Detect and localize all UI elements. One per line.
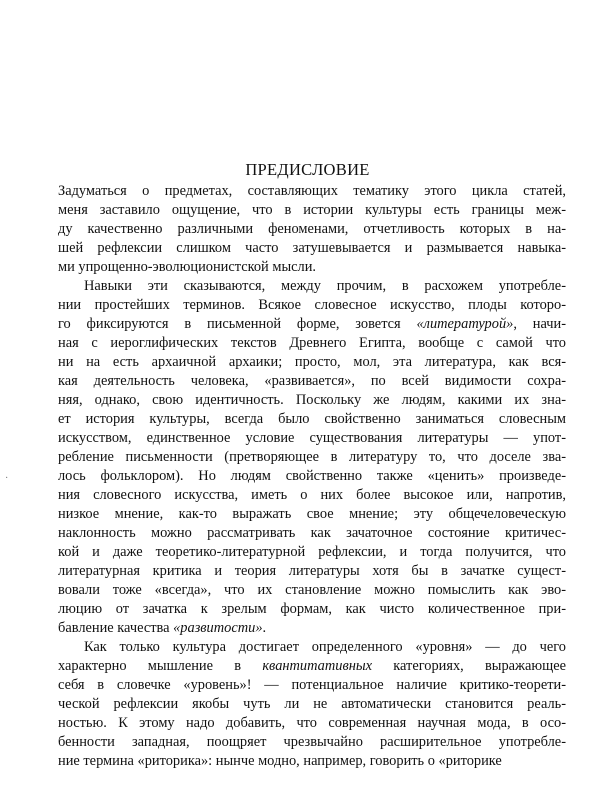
- text-line: [58, 220, 566, 239]
- text-line: [58, 448, 566, 467]
- text-run: няя, однако, свою идентичность. Поскольку же людям, какими их зна-: [58, 392, 566, 408]
- text-run: шей рефлексии слишком часто затушевывается и размывается навыка-: [58, 240, 566, 256]
- text-run: бавление качества: [58, 620, 174, 636]
- body-text: [58, 182, 566, 771]
- italic-term: «развитости»: [173, 620, 263, 636]
- text-run: ческой рефлексии якобы чуть ли не автоматически становится реаль-: [58, 696, 566, 712]
- text-run: искусством, единственное условие существования литературы — упот-: [58, 430, 566, 446]
- text-run: лось фольклором). Но людям свойственно также «ценить» произведе-: [58, 468, 566, 484]
- text-line: [58, 505, 566, 524]
- text-line: [58, 258, 566, 277]
- text-run: ми упрощенно-эволюционистской мысли.: [58, 259, 316, 275]
- text-line: [58, 714, 566, 733]
- paragraph: [58, 182, 566, 277]
- text-run: себя в словечке «уровень»! — потенциальное наличие критико-теорети-: [58, 677, 566, 693]
- text-run: ностью. К этому надо добавить, что современная научная мода, в осо-: [58, 715, 566, 731]
- text-line: [58, 182, 566, 201]
- text-run: ни на есть архаичной архаики; просто, мол, эта литература, как вся-: [58, 354, 566, 370]
- text-line: [58, 334, 566, 353]
- text-line: [58, 619, 566, 638]
- text-run: Задуматься о предметах, составляющих тематику этого цикла статей,: [58, 183, 566, 199]
- text-line: [58, 600, 566, 619]
- text-run: ния словесного искусства, иметь о них более высокое или, напротив,: [58, 487, 566, 503]
- text-line: [58, 410, 566, 429]
- text-run: люцию от зачатка к зрелым формам, как чисто количественное при-: [58, 601, 566, 617]
- text-run: низкое мнение, как-то выражать свое мнение; эту общечеловеческую: [58, 506, 566, 522]
- text-line: [58, 543, 566, 562]
- text-line: [58, 581, 566, 600]
- text-line: [58, 733, 566, 752]
- text-run: Навыки эти сказываются, между прочим, в расхожем употребле-: [84, 278, 566, 294]
- text-line: [58, 277, 566, 296]
- text-run: ние термина «риторика»: нынче модно, например, говорить о «риторике: [58, 753, 502, 769]
- text-run: нии простейших терминов. Всякое словесное искусство, плоды которо-: [58, 297, 566, 313]
- text-line: [58, 239, 566, 258]
- text-run: литературная критика и теория литературы хотя бы в зачатке сущест-: [58, 563, 566, 579]
- text-run: кая деятельность человека, «развивается», по всей видимости сохра-: [58, 373, 566, 389]
- text-run: .: [262, 620, 267, 636]
- text-line: [58, 391, 566, 410]
- text-line: [58, 429, 566, 448]
- text-run: вовали тоже «всегда», что их становление можно помыслить как эво-: [58, 582, 566, 598]
- text-run: кой и даже теоретико-литературной рефлексии, и тогда получится, что: [58, 544, 566, 560]
- text-run: характерно мышление в: [58, 658, 263, 674]
- text-line: [58, 201, 566, 220]
- text-line: [58, 353, 566, 372]
- text-run: наклонность можно рассматривать как зачаточное состояние критичес-: [58, 525, 566, 541]
- text-run: ная с иероглифических текстов Древнего Египта, вообще с самой что: [58, 335, 566, 351]
- text-run: ду качественно различными феноменами, отчетливость которых в на-: [58, 221, 566, 237]
- text-line: [58, 562, 566, 581]
- text-run: го фиксируются в письменной форме, зовется: [58, 316, 417, 332]
- text-line: [58, 524, 566, 543]
- paragraph: [58, 638, 566, 771]
- page-title: ПРЕДИСЛОВИЕ: [245, 160, 370, 179]
- italic-term: квантитативных: [262, 658, 372, 674]
- text-run: бенности западная, поощряет чрезвычайно расширительное употребле-: [58, 734, 566, 750]
- paragraph: [58, 277, 566, 638]
- text-line: [58, 657, 566, 676]
- text-line: [58, 315, 566, 334]
- text-run: ет история культуры, всегда было свойственно заниматься словесным: [58, 411, 566, 427]
- text-line: [58, 752, 566, 771]
- text-line: [58, 372, 566, 391]
- text-run: , начи-: [513, 316, 566, 332]
- text-run: ребление письменности (претворяющее в литературу то, что доселе зва-: [58, 449, 566, 465]
- text-run: Как только культура достигает определенного «уровня» — до чего: [84, 639, 566, 655]
- italic-term: «литературой»: [416, 316, 514, 332]
- text-line: [58, 486, 566, 505]
- text-run: меня заставило ощущение, что в истории культуры есть границы меж-: [58, 202, 566, 218]
- text-line: [58, 467, 566, 486]
- text-line: [58, 695, 566, 714]
- text-line: [58, 676, 566, 695]
- text-run: категориях, выражающее: [372, 658, 566, 674]
- text-line: [58, 296, 566, 315]
- margin-mark: ·: [5, 473, 9, 484]
- text-line: [58, 638, 566, 657]
